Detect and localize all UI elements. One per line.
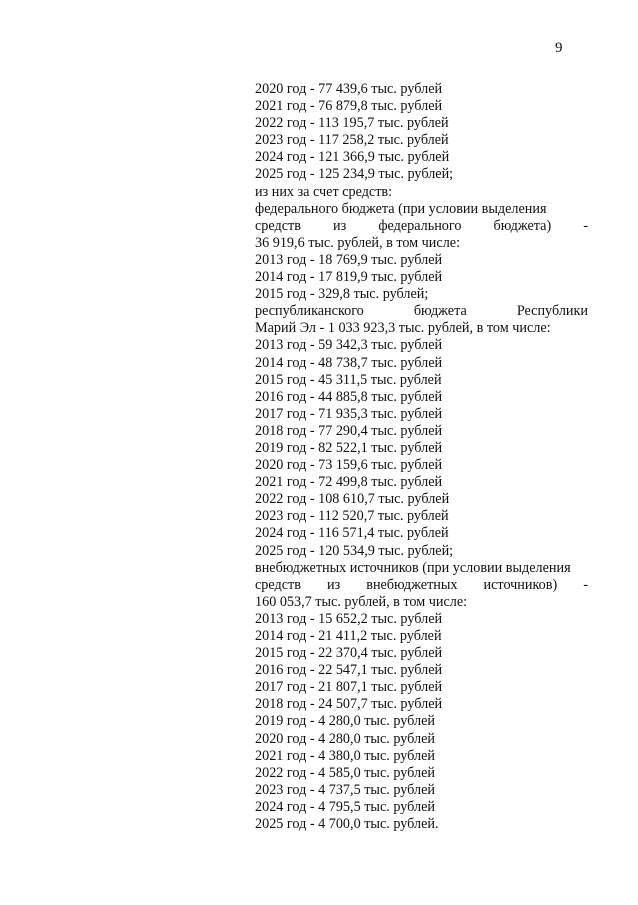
text-line: 2019 год - 82 522,1 тыс. рублей xyxy=(255,439,443,456)
word: источников) xyxy=(483,576,558,593)
word: бюджета xyxy=(413,303,467,320)
text-line: 2015 год - 22 370,4 тыс. рублей xyxy=(255,645,443,662)
text-line: 2022 год - 108 610,7 тыс. рублей xyxy=(255,491,450,508)
word: из xyxy=(326,576,341,593)
text-line: 2020 год - 73 159,6 тыс. рублей xyxy=(255,457,443,474)
text-line: 2022 год - 4 585,0 тыс. рублей xyxy=(255,764,435,781)
text-line: 2016 год - 22 547,1 тыс. рублей xyxy=(255,662,443,679)
word: средств xyxy=(255,217,301,234)
word: Республики xyxy=(516,303,588,320)
word: - xyxy=(583,576,588,593)
text-line: 2024 год - 4 795,5 тыс. рублей xyxy=(255,798,435,815)
text-line: федерального бюджета (при условии выделения xyxy=(255,200,547,217)
text-line: 2014 год - 17 819,9 тыс. рублей xyxy=(255,269,443,286)
word: бюджета) xyxy=(493,217,552,234)
text-line: 2023 год - 117 258,2 тыс. рублей xyxy=(255,132,449,149)
text-line: 2017 год - 21 807,1 тыс. рублей xyxy=(255,679,443,696)
text-line: 2014 год - 48 738,7 тыс. рублей xyxy=(255,354,443,371)
republic-budget-block xyxy=(255,320,588,576)
text-line: 2025 год - 120 534,9 тыс. рублей; xyxy=(255,542,454,559)
text-line: Марий Эл - 1 033 923,3 тыс. рублей, в том числе: xyxy=(255,320,551,337)
text-line: внебюджетных источников (при условии выделения xyxy=(255,559,571,576)
word: - xyxy=(583,217,588,234)
word: внебюджетных xyxy=(366,576,458,593)
text-line: 2013 год - 15 652,2 тыс. рублей xyxy=(255,610,443,627)
word: федерального xyxy=(378,217,462,234)
text-line: 2024 год - 116 571,4 тыс. рублей xyxy=(255,525,449,542)
text-line: 2020 год - 4 280,0 тыс. рублей xyxy=(255,730,435,747)
republic-budget-line xyxy=(255,303,588,320)
text-line: 2025 год - 125 234,9 тыс. рублей; xyxy=(255,166,454,183)
text-line: 2024 год - 121 366,9 тыс. рублей xyxy=(255,149,450,166)
total-years-block xyxy=(255,81,588,218)
text-line: 2023 год - 4 737,5 тыс. рублей xyxy=(255,781,435,798)
text-line: 2018 год - 24 507,7 тыс. рублей xyxy=(255,696,443,713)
text-line: 2019 год - 4 280,0 тыс. рублей xyxy=(255,713,435,730)
federal-budget-block xyxy=(255,235,588,303)
text-line: 2013 год - 59 342,3 тыс. рублей xyxy=(255,337,443,354)
text-line: 2023 год - 112 520,7 тыс. рублей xyxy=(255,508,449,525)
word: средств xyxy=(255,576,301,593)
text-line: 160 053,7 тыс. рублей, в том числе: xyxy=(255,593,468,610)
word: из xyxy=(333,217,347,234)
text-line: 2015 год - 329,8 тыс. рублей; xyxy=(255,286,429,303)
extrabudget-block xyxy=(255,594,588,833)
text-line: 2018 год - 77 290,4 тыс. рублей xyxy=(255,422,443,439)
text-line: 2021 год - 72 499,8 тыс. рублей xyxy=(255,474,443,491)
text-line: 2022 год - 113 195,7 тыс. рублей xyxy=(255,115,449,132)
extrabudget-line xyxy=(255,577,588,594)
text-line: 2014 год - 21 411,2 тыс. рублей xyxy=(255,628,442,644)
text-line: 2015 год - 45 311,5 тыс. рублей xyxy=(255,371,442,388)
text-line: 2013 год - 18 769,9 тыс. рублей xyxy=(255,251,443,268)
text-line: 2021 год - 76 879,8 тыс. рублей xyxy=(255,98,443,115)
text-line: 2021 год - 4 380,0 тыс. рублей xyxy=(255,747,435,764)
text-line: 2016 год - 44 885,8 тыс. рублей xyxy=(255,388,443,405)
funding-text xyxy=(255,81,588,833)
text-line: 2020 год - 77 439,6 тыс. рублей xyxy=(255,81,443,97)
federal-budget-line xyxy=(255,218,588,235)
text-line: из них за счет средств: xyxy=(255,183,393,200)
word: республиканского xyxy=(255,303,364,320)
text-line: 2025 год - 4 700,0 тыс. рублей. xyxy=(255,816,439,833)
text-line: 36 919,6 тыс. рублей, в том числе: xyxy=(255,234,461,251)
text-line: 2017 год - 71 935,3 тыс. рублей xyxy=(255,405,443,422)
page-number: 9 xyxy=(555,40,563,56)
